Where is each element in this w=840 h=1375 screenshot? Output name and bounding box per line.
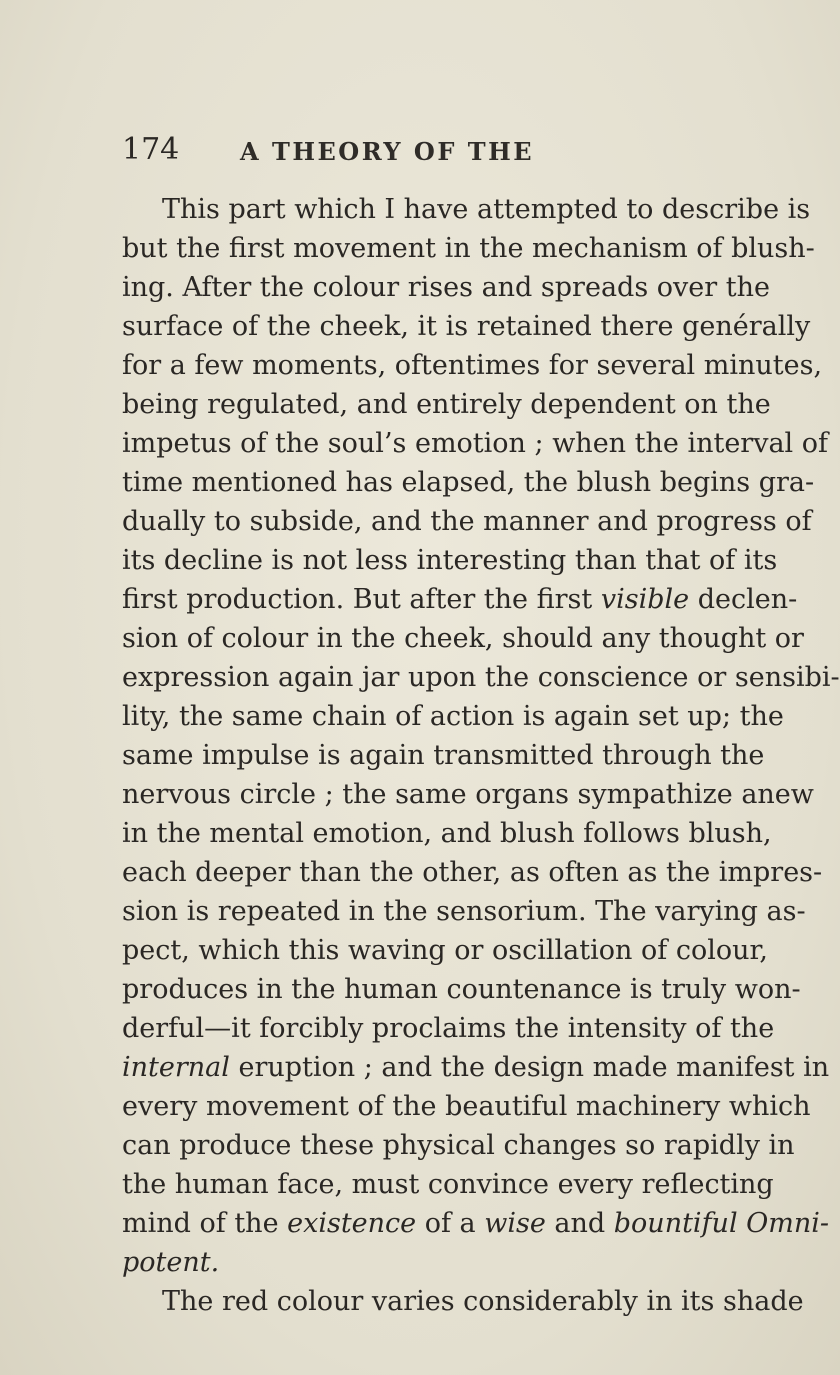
italic-word: internal bbox=[122, 1052, 230, 1083]
text-line: its decline is not less interesting than that of its bbox=[122, 545, 778, 576]
italic-word: potent. bbox=[122, 1247, 220, 1278]
text-line: lity, the same chain of action is again set up; the bbox=[122, 701, 784, 732]
text-line: produces in the human countenance is truly won- bbox=[122, 974, 801, 1005]
text-line: sion of colour in the cheek, should any thought or bbox=[122, 623, 804, 654]
text-line bbox=[122, 1243, 742, 1282]
text-line: same impulse is again transmitted through the bbox=[122, 740, 765, 771]
text-line: pect, which this waving or oscillation of colour, bbox=[122, 935, 768, 966]
text-line: internal eruption ; and the design made manifest in bbox=[122, 1052, 830, 1083]
text-line: for a few moments, oftentimes for several minutes, bbox=[122, 350, 823, 381]
text-line: mind of the existence of a wise and bountiful Omni- bbox=[122, 1208, 830, 1239]
text-line: the human face, must convince every reflecting bbox=[122, 1169, 774, 1200]
text-line: but the first movement in the mechanism of blush- bbox=[122, 233, 815, 264]
text-line: first production. But after the first visible declen- bbox=[122, 584, 798, 615]
text-line: nervous circle ; the same organs sympathize anew bbox=[122, 779, 814, 810]
text-line: dually to subside, and the manner and progress of bbox=[122, 506, 812, 537]
text-line: every movement of the beautiful machinery which bbox=[122, 1091, 811, 1122]
text-line: sion is repeated in the sensorium. The varying as- bbox=[122, 896, 806, 927]
italic-word: wise bbox=[484, 1208, 546, 1239]
running-head: A THEORY OF THE bbox=[240, 137, 535, 166]
italic-word: existence bbox=[287, 1208, 417, 1239]
text-line: impetus of the soul’s emotion ; when the interval of bbox=[122, 428, 829, 459]
page-number: 174 bbox=[122, 132, 180, 167]
text-line: can produce these physical changes so rapidly in bbox=[122, 1130, 795, 1161]
text-line: in the mental emotion, and blush follows blush, bbox=[122, 818, 772, 849]
text-line: each deeper than the other, as often as the impres- bbox=[122, 857, 823, 888]
page-header bbox=[122, 130, 742, 170]
body-text bbox=[122, 190, 840, 1321]
text-line: ing. After the colour rises and spreads over the bbox=[122, 272, 770, 303]
text-line: being regulated, and entirely dependent on the bbox=[122, 389, 771, 420]
text-line: This part which I have attempted to describe is bbox=[162, 194, 811, 225]
text-line: derful—it forcibly proclaims the intensity of the bbox=[122, 1013, 775, 1044]
text-line: The red colour varies considerably in its shade bbox=[162, 1286, 804, 1317]
italic-word: bountiful Omni- bbox=[613, 1208, 830, 1239]
text-line: expression again jar upon the conscience or sensibi- bbox=[122, 662, 840, 693]
text-line: time mentioned has elapsed, the blush begins gra- bbox=[122, 467, 815, 498]
italic-word: visible bbox=[600, 584, 690, 615]
text-line: surface of the cheek, it is retained there genérally bbox=[122, 311, 811, 342]
